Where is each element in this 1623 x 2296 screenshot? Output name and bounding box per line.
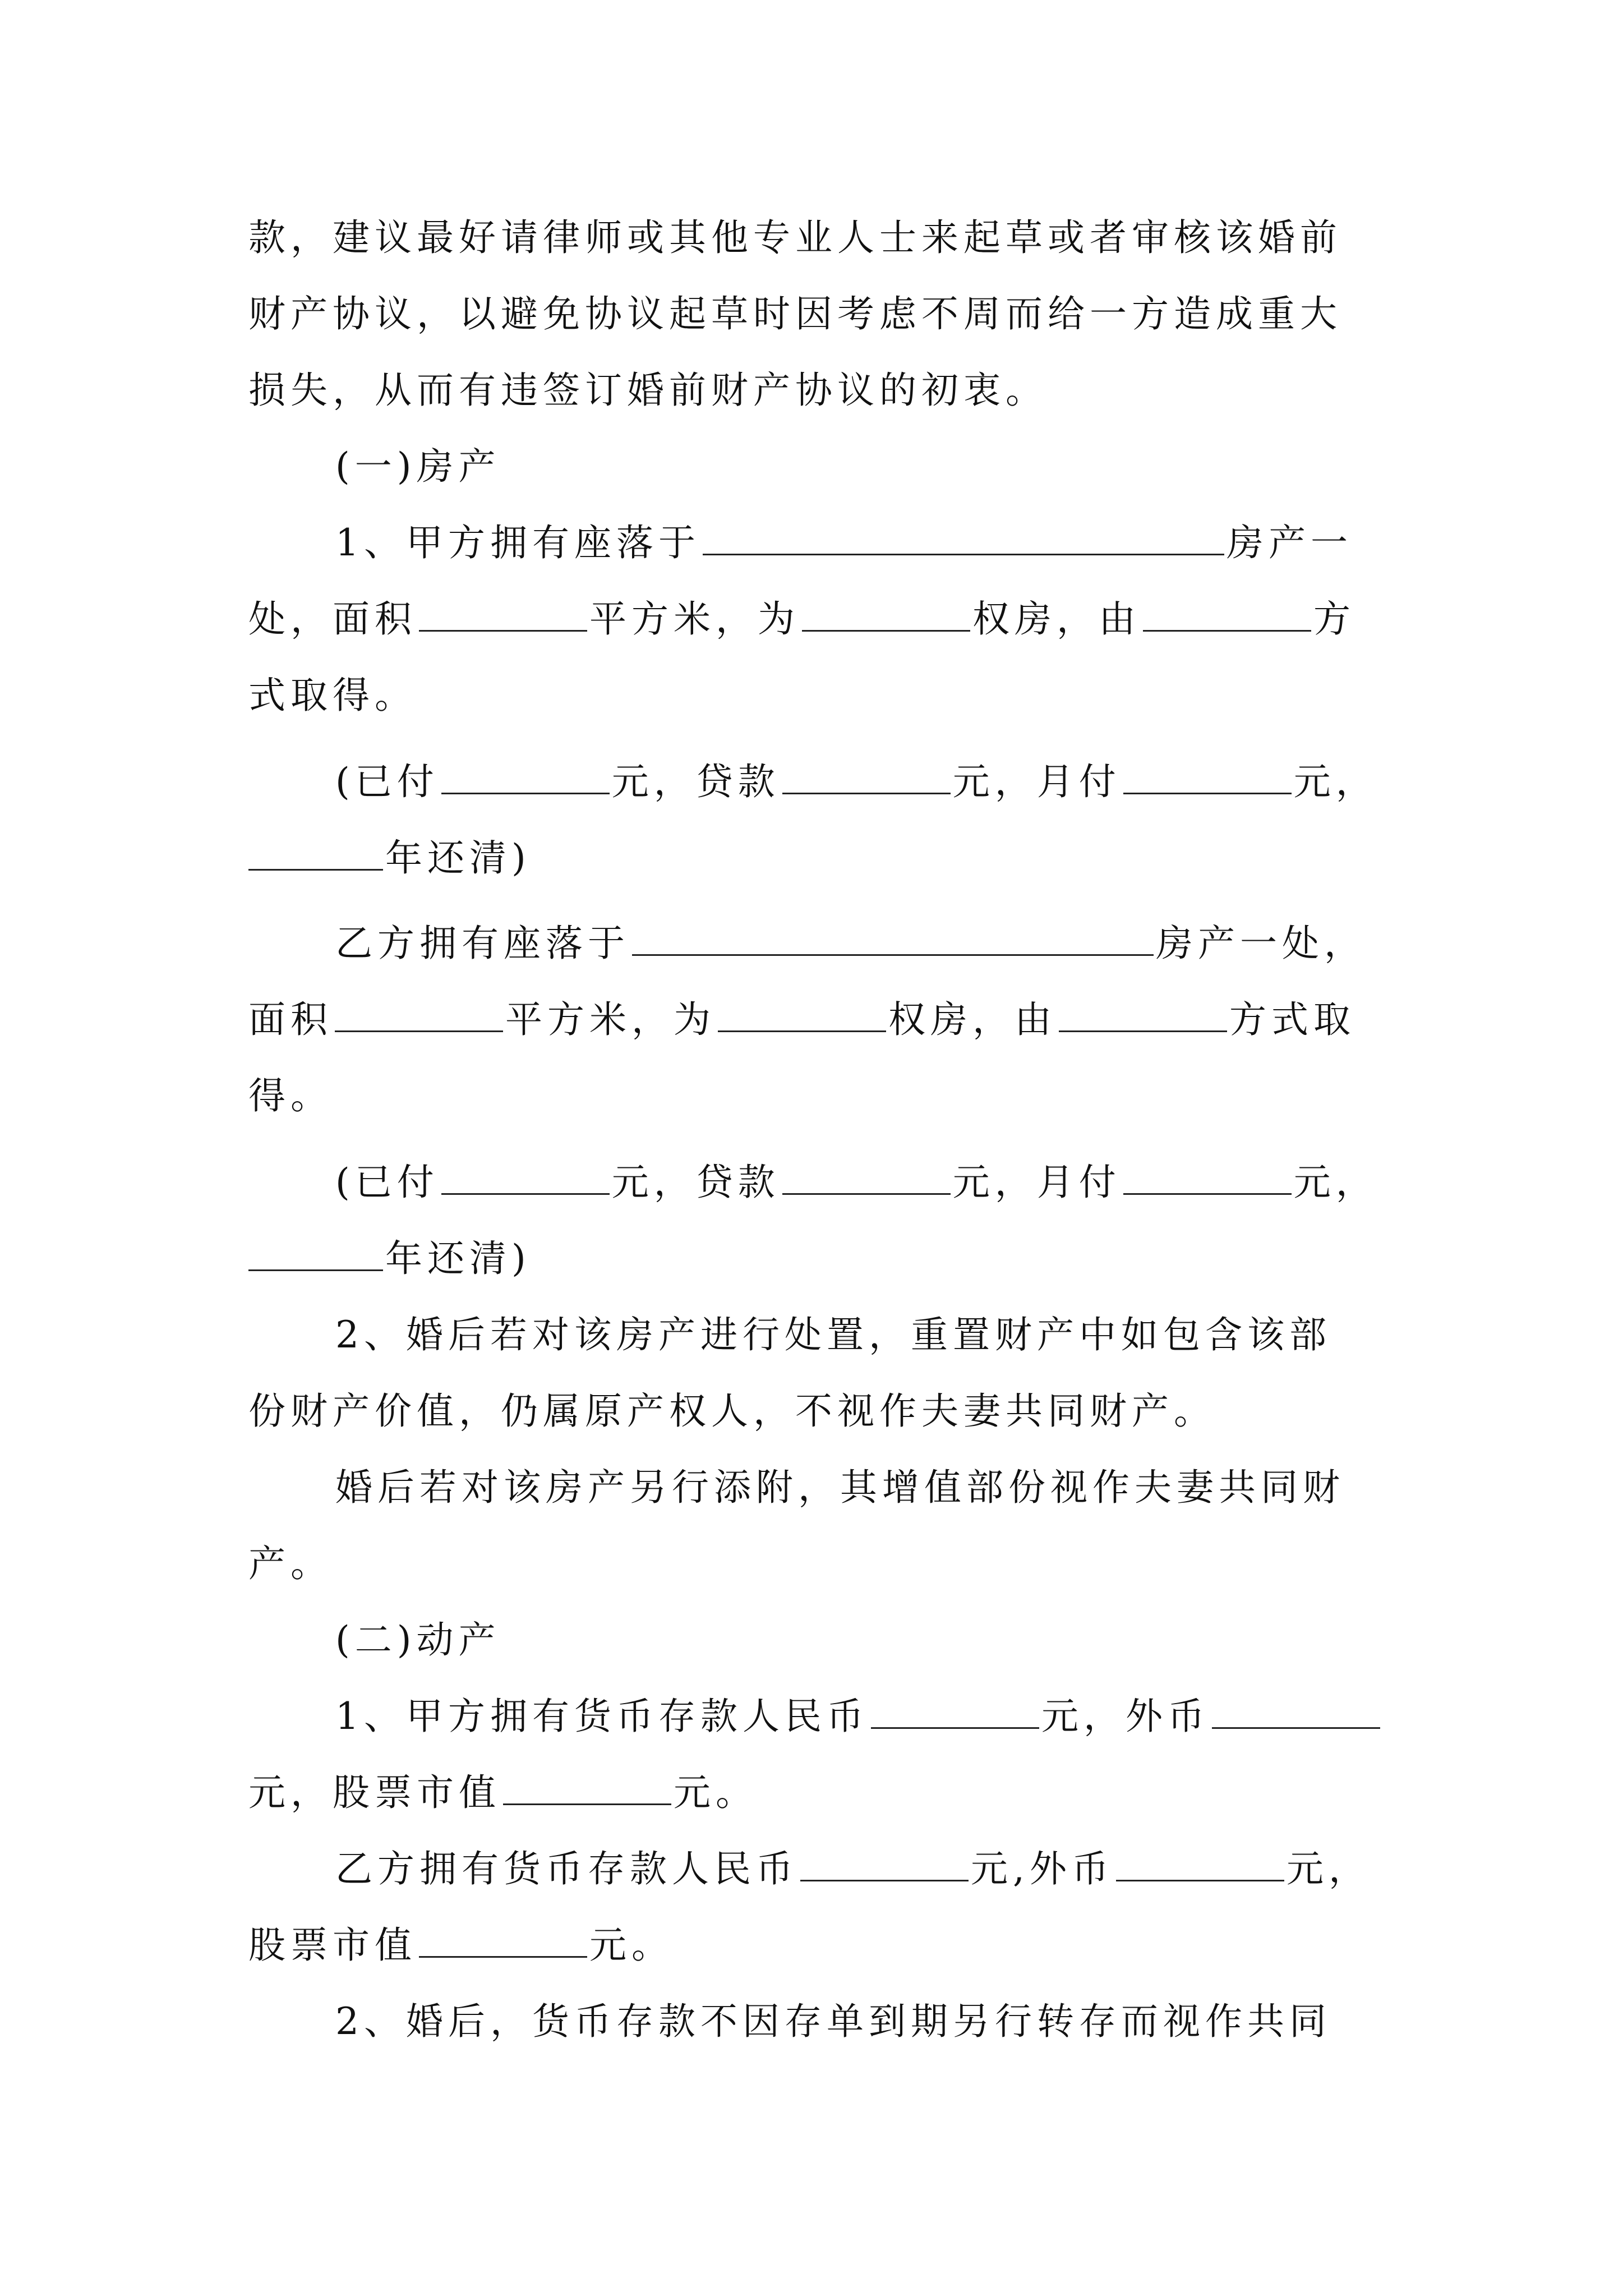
fill-blank [1059, 996, 1227, 1032]
paragraph-line: (已付 元，贷款 元，月付 元， [0, 1156, 1623, 1209]
fill-blank [718, 996, 886, 1032]
paragraph-line: 元，股票市值 元。 [0, 1766, 1623, 1820]
fill-blank [800, 1845, 969, 1881]
paragraph-line: 2、婚后，货币存款不因存单到期另行转存而视作共同 [335, 2000, 1331, 2043]
paragraph-line: 产。 [248, 1542, 333, 1585]
paragraph-line: 年还清) [0, 1232, 1623, 1286]
fill-blank [441, 1158, 610, 1195]
fill-blank [782, 1158, 951, 1195]
paragraph-line: 股票市值 元。 [0, 1918, 1623, 1972]
fill-blank [632, 919, 1154, 956]
paragraph-line: 财产协议，以避免协议起草时因考虑不周而给一方造成重大 [248, 292, 1342, 335]
fill-blank [1212, 1692, 1380, 1729]
fill-blank [703, 519, 1224, 555]
paragraph-line: 1、甲方拥有货币存款人民币 元，外币 [0, 1690, 1623, 1743]
paragraph-line: 款，建议最好请律师或其他专业人士来起草或者审核该婚前 [248, 216, 1342, 259]
paragraph-line: (已付 元，贷款 元，月付 元， [0, 755, 1623, 809]
fill-blank [335, 996, 503, 1032]
paragraph-line: 面积 平方米，为 权房，由 方式取 [0, 993, 1623, 1047]
fill-blank [782, 758, 951, 794]
fill-blank [248, 1235, 383, 1271]
fill-blank [1123, 758, 1292, 794]
paragraph-line: 年还清) [0, 831, 1623, 885]
fill-blank [419, 1921, 587, 1958]
fill-blank [802, 595, 970, 632]
fill-blank [1123, 1158, 1292, 1195]
fill-blank [1116, 1845, 1284, 1881]
paragraph-line: 婚后若对该房产另行添附，其增值部份视作夫妻共同财 [335, 1466, 1345, 1509]
fill-blank [871, 1692, 1039, 1729]
paragraph-line: 2、婚后若对该房产进行处置，重置财产中如包含该部 [335, 1313, 1331, 1356]
paragraph-line: 份财产价值，仍属原产权人，不视作夫妻共同财产。 [248, 1389, 1216, 1433]
paragraph-line: 乙方拥有货币存款人民币 元,外币 元， [0, 1842, 1623, 1896]
paragraph-line: 1、甲方拥有座落于 房产一 [0, 516, 1623, 570]
section-heading-real-estate: (一)房产 [335, 445, 501, 488]
paragraph-line: 得。 [248, 1074, 333, 1117]
section-heading-movable-property: (二)动产 [335, 1618, 501, 1662]
paragraph-line: 乙方拥有座落于 房产一处， [0, 917, 1623, 970]
paragraph-line: 式取得。 [248, 674, 417, 717]
fill-blank [248, 834, 383, 871]
fill-blank [1143, 595, 1311, 632]
fill-blank [419, 595, 587, 632]
fill-blank [503, 1769, 671, 1805]
paragraph-line: 损失，从而有违签订婚前财产协议的初衷。 [248, 369, 1048, 412]
paragraph-line: 处，面积 平方米，为 权房，由 方 [0, 592, 1623, 646]
fill-blank [441, 758, 610, 794]
